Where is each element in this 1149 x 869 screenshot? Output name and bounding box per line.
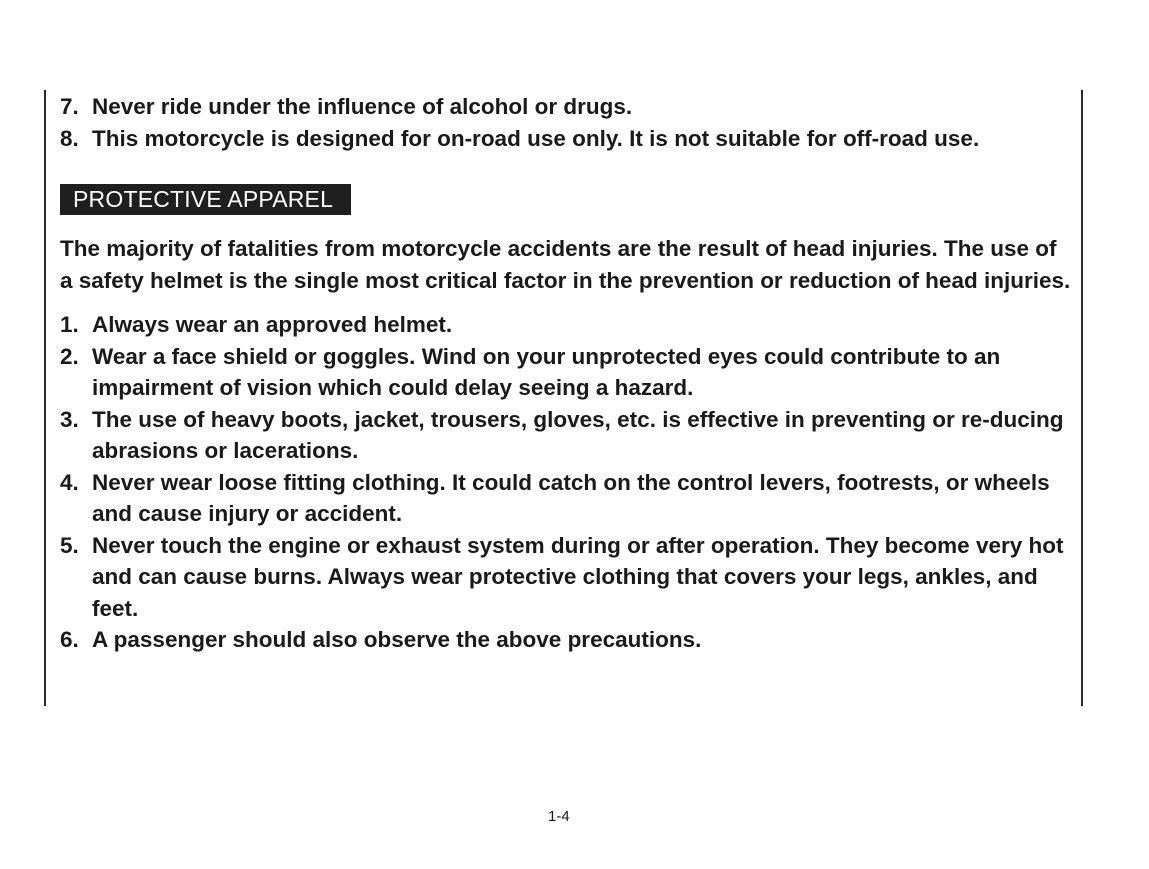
section-heading-wrapper	[60, 184, 1072, 216]
precautions-list-continued	[60, 91, 1072, 154]
list-item	[60, 91, 1072, 123]
list-item-number: 5.	[60, 532, 79, 558]
list-item	[60, 530, 1072, 625]
list-item-text: Never wear loose fitting clothing. It could catch on the control levers, footrests, or wheels and cause injury or accident.	[92, 469, 1050, 526]
list-item	[60, 624, 1072, 656]
list-item	[60, 467, 1072, 530]
list-item-text: Never touch the engine or exhaust system during or after operation. They become very hot and can cause burns. Always wear protective clothing that covers your legs, ankles, and feet.	[92, 532, 1064, 621]
list-item-text: This motorcycle is designed for on-road use only. It is not suitable for off-road use.	[92, 125, 980, 151]
list-item-number: 2.	[60, 343, 79, 369]
right-margin-rule	[1081, 90, 1083, 706]
list-item-number: 8.	[60, 125, 79, 151]
page-content	[60, 91, 1072, 656]
section-heading: PROTECTIVE APPAREL	[60, 184, 351, 215]
list-item-number: 4.	[60, 469, 79, 495]
protective-apparel-list	[60, 309, 1072, 656]
list-item-text: The use of heavy boots, jacket, trousers, gloves, etc. is effective in preventing or re-ducing abrasions or lacerations.	[92, 406, 1064, 463]
list-item	[60, 123, 1072, 155]
list-item-text: Always wear an approved helmet.	[92, 312, 453, 337]
list-item-number: 7.	[60, 94, 79, 119]
list-item-text: A passenger should also observe the above precautions.	[92, 627, 702, 652]
section-intro-paragraph: The majority of fatalities from motorcycle accidents are the result of head injuries. The use of a safety helmet is the single most critical factor in the prevention or reduction of head injuries.	[60, 236, 1071, 293]
list-item	[60, 341, 1072, 404]
list-item-text: Never ride under the influence of alcohol or drugs.	[92, 94, 633, 119]
list-item-number: 1.	[60, 312, 79, 337]
list-item-text: Wear a face shield or goggles. Wind on your unprotected eyes could contribute to an impairment of vision which could delay seeing a hazard.	[92, 343, 1001, 400]
page-number: 1-4	[548, 808, 570, 825]
left-margin-rule	[44, 90, 46, 706]
list-item	[60, 309, 1072, 341]
list-item	[60, 404, 1072, 467]
list-item-number: 3.	[60, 406, 79, 432]
list-item-number: 6.	[60, 627, 79, 652]
